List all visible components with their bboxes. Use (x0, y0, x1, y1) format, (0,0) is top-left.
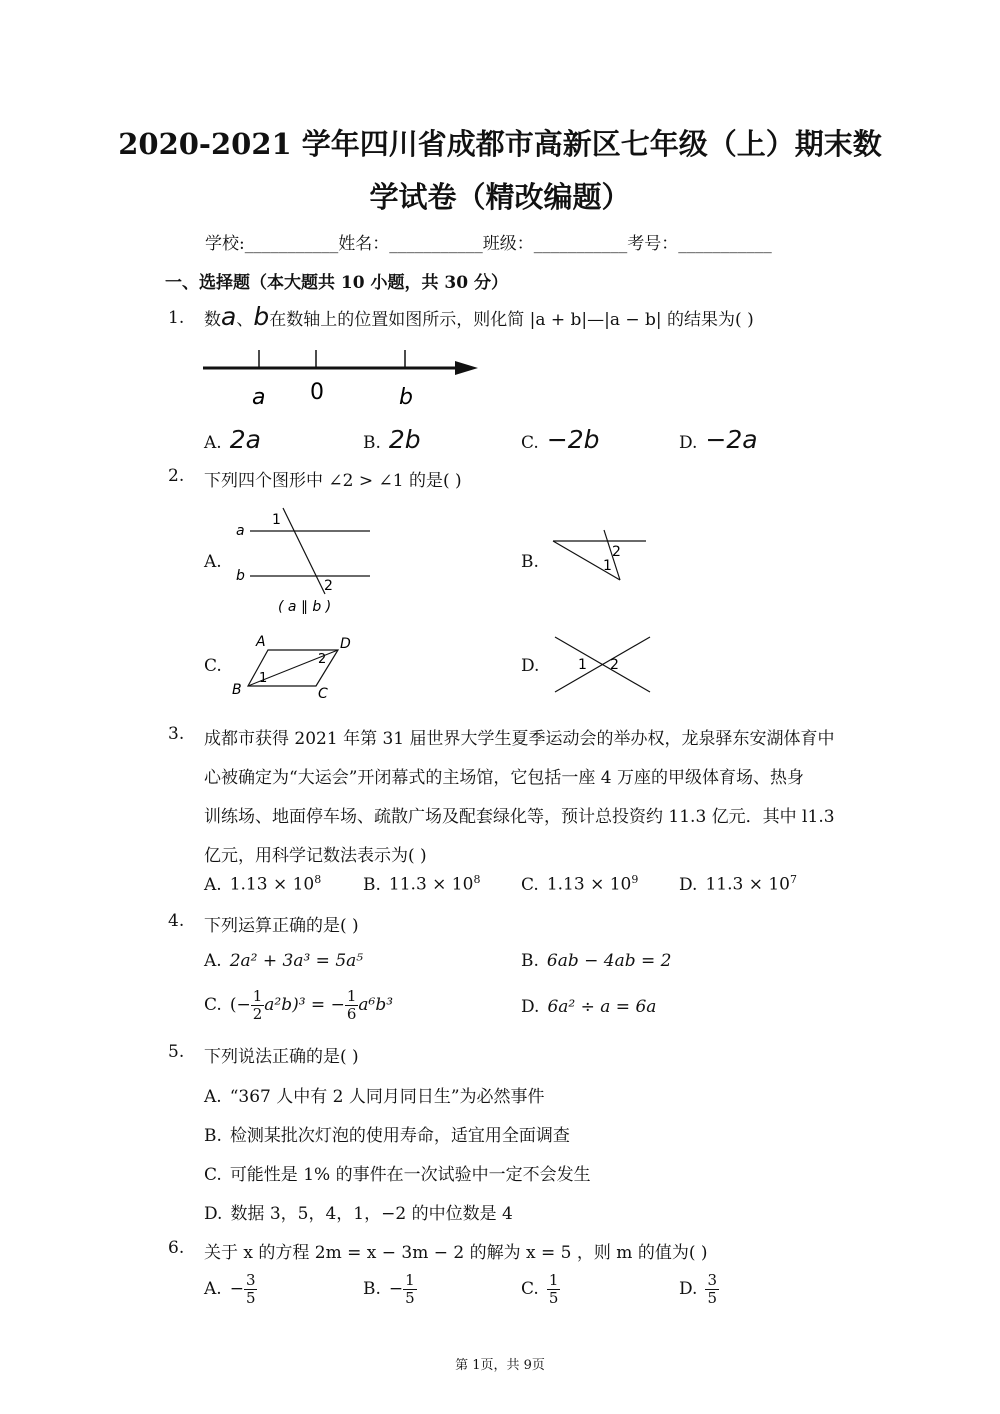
q6-option-c[interactable]: C. $\frac{1}{5}$ (521, 1271, 559, 1307)
q4-option-c[interactable]: C. (− $\frac{1}{2}$ a²b)³ = − $\frac{1}{6}$ a⁶b³ (204, 987, 394, 1023)
q3-option-c[interactable]: C. $1.13 \times 10^9$ (521, 873, 639, 895)
q3-option-b[interactable]: B. $11.3 \times 10^8$ (363, 873, 481, 895)
q6-option-b[interactable]: B. − $\frac{1}{5}$ (363, 1271, 415, 1307)
fraction: $\frac{3}{5}$ (245, 1271, 256, 1307)
q1-option-d[interactable]: D. −2a (679, 425, 758, 454)
q4-option-a[interactable]: A. 2a² + 3a³ = 5a⁵ (204, 951, 364, 971)
fig-c-vertex-a: A (256, 634, 266, 650)
q1-option-b[interactable]: B. 2b (363, 425, 421, 454)
fig-c-vertex-b: B (232, 682, 242, 698)
q2-number: 2. (168, 466, 185, 486)
axis-label-0: 0 (310, 380, 324, 405)
q3-option-d[interactable]: D. $11.3 \times 10^7$ (679, 873, 797, 895)
q6-option-a[interactable]: A. − $\frac{3}{5}$ (204, 1271, 256, 1307)
q3-line-1: 成都市获得 2021 年第 31 届世界大学生夏季运动会的举办权，龙泉驿东安湖体育中 (204, 729, 835, 749)
q2-option-c[interactable]: C. (204, 656, 222, 676)
q5-option-b[interactable]: B. 检测某批次灯泡的使用寿命，适宜用全面调查 (204, 1126, 570, 1146)
q5-option-a[interactable]: A. “367 人中有 2 人同月同日生”为必然事件 (204, 1087, 545, 1107)
q3-option-a[interactable]: A. $1.13 \times 10^8$ (204, 873, 322, 895)
q1-option-c[interactable]: C. −2b (521, 425, 600, 454)
q6-stem: 关于 x 的方程 2m = x − 3m − 2 的解为 x = 5 ，则 m 的值为( ) (204, 1243, 708, 1263)
q1-option-a[interactable]: A. 2a (204, 425, 261, 454)
fig-a-angle-1: 1 (272, 512, 281, 528)
q2-option-d[interactable]: D. (521, 656, 540, 676)
q2-figure-b (548, 528, 652, 588)
q3-line-3: 训练场、地面停车场、疏散广场及配套绿化等，预计总投资约 11.3 亿元．其中 l1.3 (204, 807, 835, 827)
q1-pre: 数 (204, 310, 221, 330)
q4-stem: 下列运算正确的是( ) (204, 916, 359, 936)
q5-option-c[interactable]: C. 可能性是 1% 的事件在一次试验中一定不会发生 (204, 1165, 591, 1185)
fig-c-angle-2: 2 (318, 652, 327, 667)
axis-label-a: a (252, 385, 266, 410)
q2-stem: 下列四个图形中 ∠2 > ∠1 的是( ) (204, 471, 462, 491)
page-title-line1: 2020-2021 学年四川省成都市高新区七年级（上）期末数 (118, 127, 882, 161)
fig-b-angle-1: 1 (603, 558, 612, 574)
q1-var-a: a (221, 302, 237, 331)
q2-figure-a (228, 506, 378, 618)
fig-a-label-a: a (236, 523, 245, 539)
student-info: 学校:___________姓名：___________班级：___________考号：___________ (205, 234, 772, 254)
fig-c-vertex-d: D (340, 636, 351, 652)
fig-a-angle-2: 2 (324, 578, 333, 594)
page-title-line2: 学试卷（精改编题） (369, 180, 631, 214)
q1-sep: 、 (236, 310, 254, 330)
fig-d-angle-1: 1 (578, 657, 587, 673)
axis-label-b: b (399, 385, 413, 410)
q6-option-d[interactable]: D. $\frac{3}{5}$ (679, 1271, 717, 1307)
q5-option-d[interactable]: D. 数据 3，5，4，1，−2 的中位数是 4 (204, 1204, 513, 1224)
q4-number: 4. (168, 911, 185, 931)
q1-number: 1. (168, 308, 185, 328)
fig-b-angle-2: 2 (612, 544, 621, 560)
fraction: $\frac{1}{2}$ (252, 987, 263, 1023)
section-header: 一、选择题（本大题共 10 小题，共 30 分） (165, 273, 508, 293)
q3-number: 3. (168, 724, 185, 744)
fig-a-label-b: b (236, 568, 245, 584)
fig-c-vertex-c: C (318, 686, 328, 702)
fraction: $\frac{1}{6}$ (346, 987, 357, 1023)
fraction: $\frac{1}{5}$ (405, 1271, 415, 1307)
q5-stem: 下列说法正确的是( ) (204, 1047, 359, 1067)
q1-var-b: b (253, 302, 270, 331)
q4-option-b[interactable]: B. 6ab − 4ab = 2 (521, 951, 672, 971)
q2-option-b[interactable]: B. (521, 552, 539, 572)
q2-figure-c (228, 632, 360, 702)
page-footer: 第 1页，共 9页 (455, 1358, 545, 1373)
fig-d-angle-2: 2 (610, 657, 619, 673)
q1-stem (204, 302, 754, 331)
fraction: $\frac{3}{5}$ (707, 1271, 717, 1307)
q2-figure-d (552, 634, 654, 696)
q3-line-2: 心被确定为“大运会”开闭幕式的主场馆，它包括一座 4 万座的甲级体育场、热身 (204, 768, 805, 788)
q2-option-a[interactable]: A. (204, 552, 222, 572)
fig-a-caption: ( a ∥ b ) (278, 599, 332, 615)
q1-number-line (200, 344, 490, 414)
q6-number: 6. (168, 1238, 185, 1258)
q3-line-4: 亿元，用科学记数法表示为( ) (204, 846, 427, 866)
fraction: $\frac{1}{5}$ (548, 1271, 559, 1307)
q5-number: 5. (168, 1042, 185, 1062)
q4-option-d[interactable]: D. 6a² ÷ a = 6a (521, 997, 657, 1017)
fig-c-angle-1: 1 (259, 671, 268, 686)
q1-text: 在数轴上的位置如图所示，则化简 |a + b|—|a − b| 的结果为( ) (269, 310, 754, 330)
